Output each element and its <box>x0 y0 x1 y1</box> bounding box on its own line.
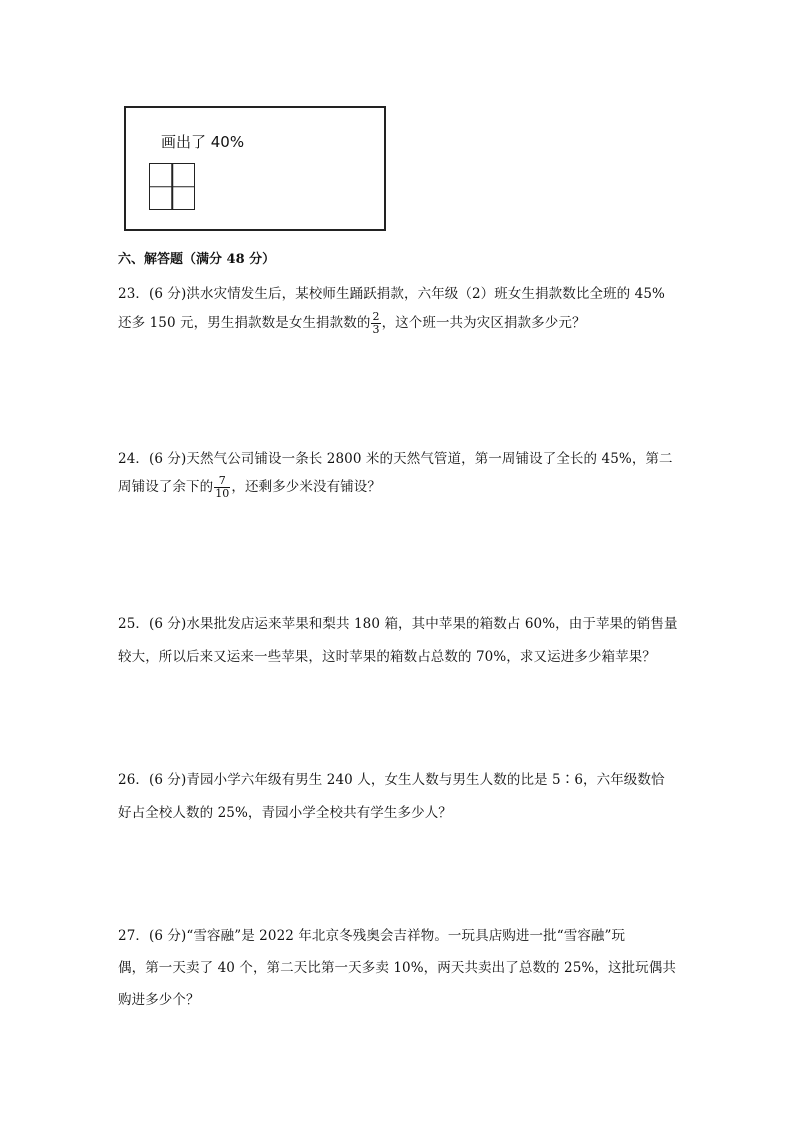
fraction-denominator: 3 <box>372 323 380 336</box>
question-23-line-2 <box>118 311 586 336</box>
fraction-denominator: 10 <box>215 487 230 500</box>
question-23-text-after-fraction: ，这个班一共为灾区捐款多少元？ <box>381 315 586 331</box>
fraction-numerator: 7 <box>214 475 230 488</box>
question-24-text-after-fraction: ，还剩多少米没有铺设？ <box>231 479 382 495</box>
question-26-line-2: 好占全校人数的 25%，青园小学全校共有学生多少人？ <box>118 805 452 821</box>
question-24-line-2 <box>118 475 381 500</box>
question-24-line-1: 24．(6 分)天然气公司铺设一条长 2800 米的天然气管道，第一周铺设了全长的 45%，第二 <box>118 451 673 467</box>
figure-caption: 画出了 40% <box>161 133 245 151</box>
question-23-line-1: 23．(6 分)洪水灾情发生后，某校师生踊跃捐款，六年级（2）班女生捐款数比全班的 45% <box>118 286 665 302</box>
fraction-numerator: 2 <box>372 310 380 324</box>
question-27-line-3: 购进多少个？ <box>118 992 200 1008</box>
fraction-two-thirds <box>371 311 380 335</box>
question-25-line-1: 25．(6 分)水果批发店运来苹果和梨共 180 箱，其中苹果的箱数占 60%，由于苹果的销售量 <box>118 616 678 632</box>
question-27-line-2: 偶，第一天卖了 40 个，第二天比第一天多卖 10%，两天共卖出了总数的 25%，这批玩偶共 <box>118 960 676 976</box>
fraction-seven-tenths <box>214 475 230 499</box>
question-25-line-2: 较大，所以后来又运来一些苹果，这时苹果的箱数占总数的 70%，求又运进多少箱苹果？ <box>118 649 656 665</box>
grid-horizontal-divider <box>150 186 194 188</box>
square-grid-figure <box>149 163 195 210</box>
section-heading: 六、解答题（满分 48 分） <box>118 252 276 267</box>
question-23-text-before-fraction: 还多 150 元，男生捐款数是女生捐款数的 <box>118 315 371 331</box>
question-26-line-1: 26．(6 分)青园小学六年级有男生 240 人，女生人数与男生人数的比是 5∶6，六年级数恰 <box>118 772 665 788</box>
question-24-text-before-fraction: 周铺设了余下的 <box>118 479 214 495</box>
question-27-line-1: 27．(6 分)“雪容融”是 2022 年北京冬残奥会吉祥物。一玩具店购进一批“雪容融”玩 <box>118 928 626 944</box>
